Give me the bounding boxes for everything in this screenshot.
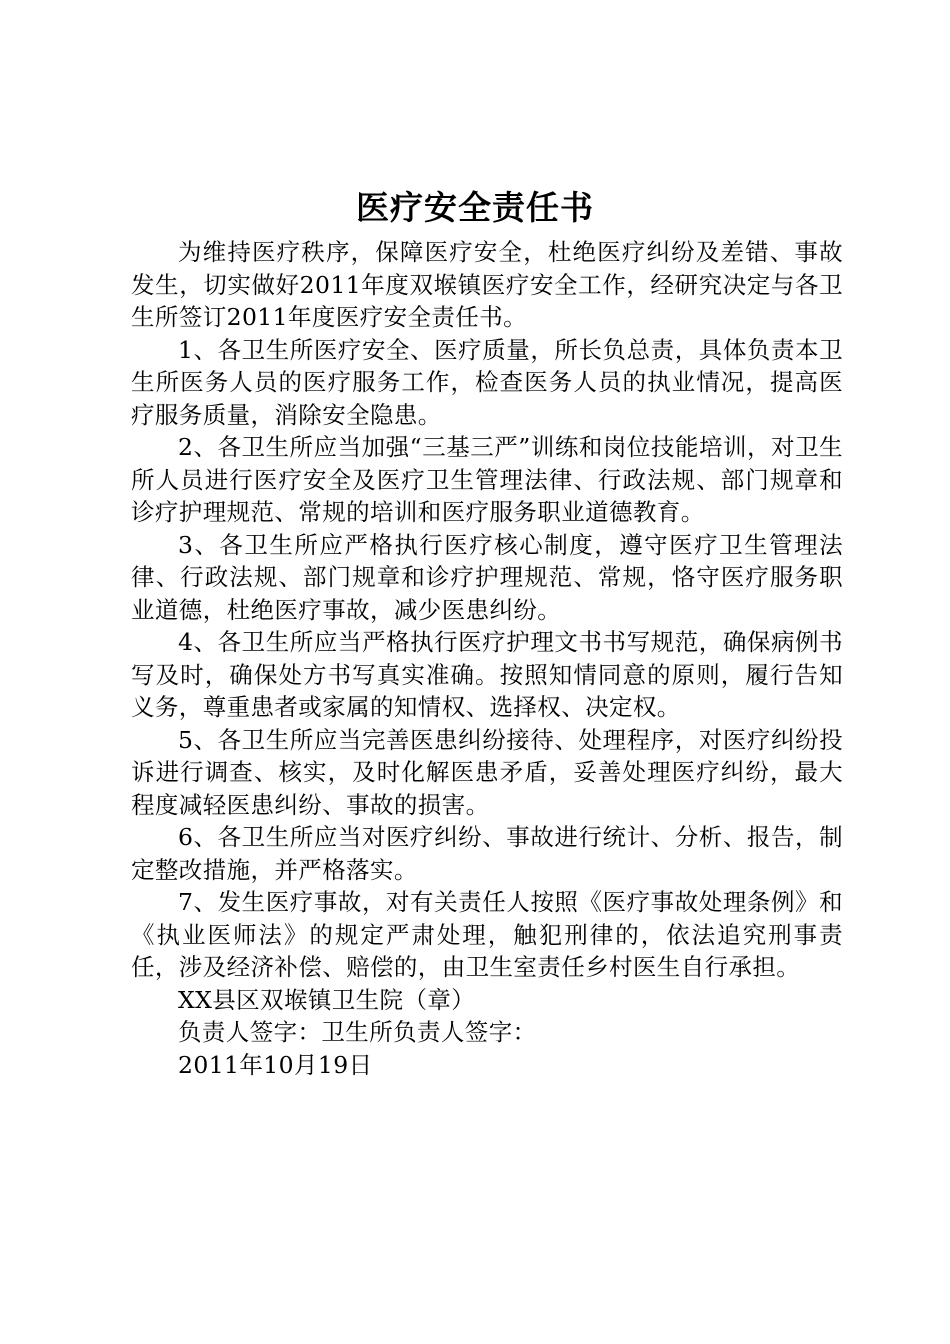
date-line: 2011年10月19日 (178, 1050, 373, 1079)
issuer-line: XX县区双堠镇卫生院（章） (178, 985, 476, 1014)
intro-paragraph: 为维持医疗秩序，保障医疗安全，杜绝医疗纠纷及差错、事故发生，切实做好2011年度双堠镇医疗安全工作，经研究决定与各卫生所签订2011年度医疗安全责任书。 (131, 238, 843, 331)
clause-1: 1、各卫生所医疗安全、医疗质量，所长负总责，具体负责本卫生所医务人员的医疗服务工作，检查医务人员的执业情况，提高医疗服务质量，消除安全隐患。 (131, 335, 843, 429)
clause-6: 6、各卫生所应当对医疗纠纷、事故进行统计、分析、报告，制定整改措施，并严格落实。 (131, 823, 843, 884)
clause-5: 5、各卫生所应当完善医患纠纷接待、处理程序，对医疗纠纷投诉进行调查、核实，及时化解医患矛盾，妥善处理医疗纠纷，最大程度减轻医患纠纷、事故的损害。 (131, 725, 843, 819)
document-title: 医疗安全责任书 (356, 188, 594, 227)
signature-line: 负责人签字：卫生所负责人签字： (178, 1018, 537, 1046)
clause-2: 2、各卫生所应当加强“三基三严”训练和岗位技能培训，对卫生所人员进行医疗安全及医疗卫生管理法律、行政法规、部门规章和诊疗护理规范、常规的培训和医疗服务职业道德教育。 (131, 433, 843, 526)
clause-4: 4、各卫生所应当严格执行医疗护理文书书写规范，确保病例书写及时，确保处方书写真实准确。按照知情同意的原则，履行告知义务，尊重患者或家属的知情权、选择权、决定权。 (131, 628, 843, 721)
clause-3: 3、各卫生所应严格执行医疗核心制度，遵守医疗卫生管理法律、行政法规、部门规章和诊疗护理规范、常规，恪守医疗服务职业道德，杜绝医疗事故，减少医患纠纷。 (131, 530, 843, 624)
document-body (131, 236, 843, 1081)
clause-7: 7、发生医疗事故，对有关责任人按照《医疗事故处理条例》和《执业医师法》的规定严肃处理，触犯刑律的，依法追究刑事责任，涉及经济补偿、赔偿的，由卫生室责任乡村医生自行承担。 (131, 888, 843, 981)
